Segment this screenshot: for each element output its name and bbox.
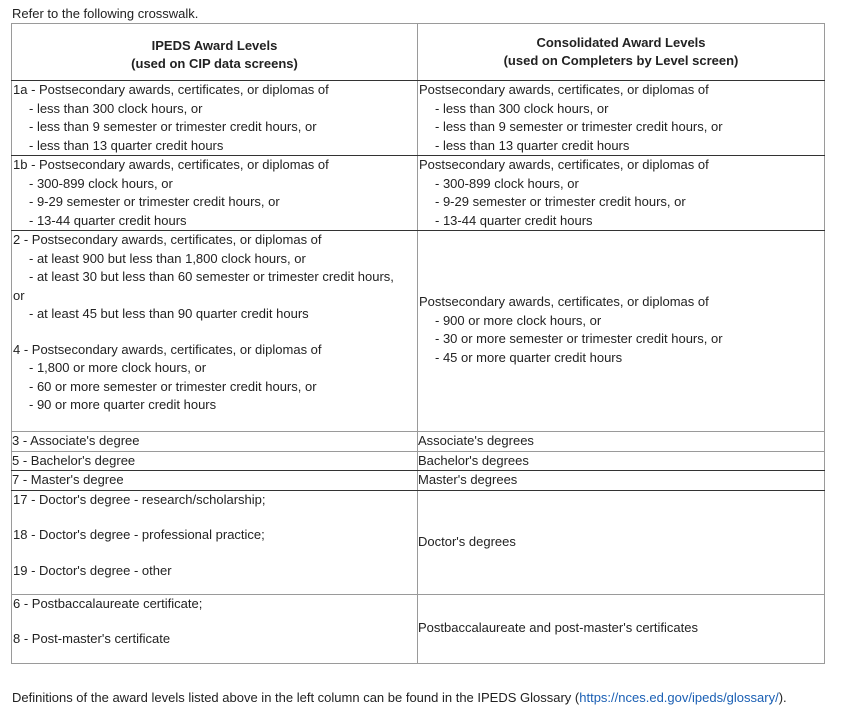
footer-text-before: Definitions of the award levels listed above in the left column can be found in the IPEDS Glossary (	[12, 690, 580, 705]
cell-level-5: 5 - Bachelor's degree	[12, 451, 418, 471]
cell-line: - less than 13 quarter credit hours	[435, 137, 630, 153]
cell-line: - 300-899 clock hours, or	[435, 175, 579, 191]
cell-line: - 60 or more semester or trimester credit hours, or	[29, 378, 317, 394]
footer-text-after: ).	[778, 690, 787, 705]
cell-consolidated-certificates: Postbaccalaureate and post-master's certificates	[418, 594, 825, 663]
cell-line: - 30 or more semester or trimester credit hours, or	[435, 331, 723, 346]
cell-consolidated-doctor: Doctor's degrees	[418, 490, 825, 594]
cell-line: - at least 45 but less than 90 quarter credit hours	[29, 306, 309, 321]
table-row	[12, 432, 825, 452]
cell-line: - less than 9 semester or trimester credit hours, or	[435, 119, 723, 134]
cell-line: 1a - Postsecondary awards, certificates, or diplomas of	[13, 82, 329, 97]
cell-level-7: 7 - Master's degree	[12, 471, 418, 491]
header-consolidated-sub: (used on Completers by Level screen)	[503, 53, 739, 68]
cell-line: - 1,800 or more clock hours, or	[29, 360, 207, 375]
cell-line: 6 - Postbaccalaureate certificate;	[13, 595, 203, 611]
cell-line: - 9-29 semester or trimester credit hours, or	[29, 194, 280, 209]
cell-line: Postsecondary awards, certificates, or diplomas of	[419, 157, 709, 172]
cell-line: - 900 or more clock hours, or	[435, 312, 602, 328]
cell-consolidated-2-4	[418, 231, 825, 432]
footer-text	[12, 690, 787, 706]
cell-consolidated-5: Bachelor's degrees	[418, 451, 825, 471]
table-row	[12, 451, 825, 471]
cell-line: - less than 9 semester or trimester credit hours, or	[29, 119, 317, 134]
cell-consolidated-1b	[418, 156, 825, 231]
cell-line: - 13-44 quarter credit hours	[29, 212, 187, 228]
header-ipeds-sub: (used on CIP data screens)	[131, 56, 298, 71]
cell-line: Postsecondary awards, certificates, or diplomas of	[419, 294, 709, 309]
cell-line: 17 - Doctor's degree - research/scholarship;	[13, 491, 266, 507]
cell-line: 1b - Postsecondary awards, certificates, or diplomas of	[13, 157, 329, 172]
intro-text: Refer to the following crosswalk.	[12, 6, 199, 21]
glossary-link[interactable]: https://nces.ed.gov/ipeds/glossary/	[579, 690, 779, 705]
cell-line: - 90 or more quarter credit hours	[29, 397, 217, 412]
table-row	[12, 231, 825, 432]
cell-line: - less than 13 quarter credit hours	[29, 137, 224, 153]
cell-consolidated-7: Master's degrees	[418, 471, 825, 491]
cell-line: - at least 900 but less than 1,800 clock hours, or	[29, 250, 306, 266]
table-row	[12, 490, 825, 594]
cell-line: or	[13, 287, 25, 303]
table-row	[12, 594, 825, 663]
crosswalk-table	[11, 23, 825, 664]
header-consolidated-title: Consolidated Award Levels	[536, 35, 706, 50]
cell-level-6-8	[12, 594, 418, 663]
cell-line: Postsecondary awards, certificates, or diplomas of	[419, 82, 709, 97]
cell-line: 4 - Postsecondary awards, certificates, or diplomas of	[13, 341, 322, 357]
cell-level-17-19	[12, 490, 418, 594]
table-row	[12, 81, 825, 156]
cell-line: - 13-44 quarter credit hours	[435, 212, 593, 228]
cell-level-3: 3 - Associate's degree	[12, 432, 418, 452]
header-ipeds	[12, 24, 418, 81]
cell-line: 8 - Post-master's certificate	[13, 631, 171, 646]
cell-line: - 300-899 clock hours, or	[29, 175, 173, 191]
cell-line: 18 - Doctor's degree - professional practice;	[13, 527, 265, 542]
cell-level-1b	[12, 156, 418, 231]
header-ipeds-title: IPEDS Award Levels	[151, 38, 278, 53]
cell-line: 2 - Postsecondary awards, certificates, or diplomas of	[13, 232, 322, 247]
cell-consolidated-1a	[418, 81, 825, 156]
header-row	[12, 24, 825, 81]
cell-level-1a	[12, 81, 418, 156]
header-consolidated	[418, 24, 825, 81]
cell-line: - less than 300 clock hours, or	[29, 100, 203, 116]
cell-line: - 45 or more quarter credit hours	[435, 349, 623, 365]
cell-level-2-4	[12, 231, 418, 432]
cell-line: - 9-29 semester or trimester credit hours, or	[435, 194, 686, 209]
table-row	[12, 471, 825, 491]
table-row	[12, 156, 825, 231]
cell-consolidated-3: Associate's degrees	[418, 432, 825, 452]
cell-line: - at least 30 but less than 60 semester or trimester credit hours,	[29, 269, 394, 284]
cell-line: - less than 300 clock hours, or	[435, 100, 609, 116]
cell-line: 19 - Doctor's degree - other	[13, 562, 172, 578]
